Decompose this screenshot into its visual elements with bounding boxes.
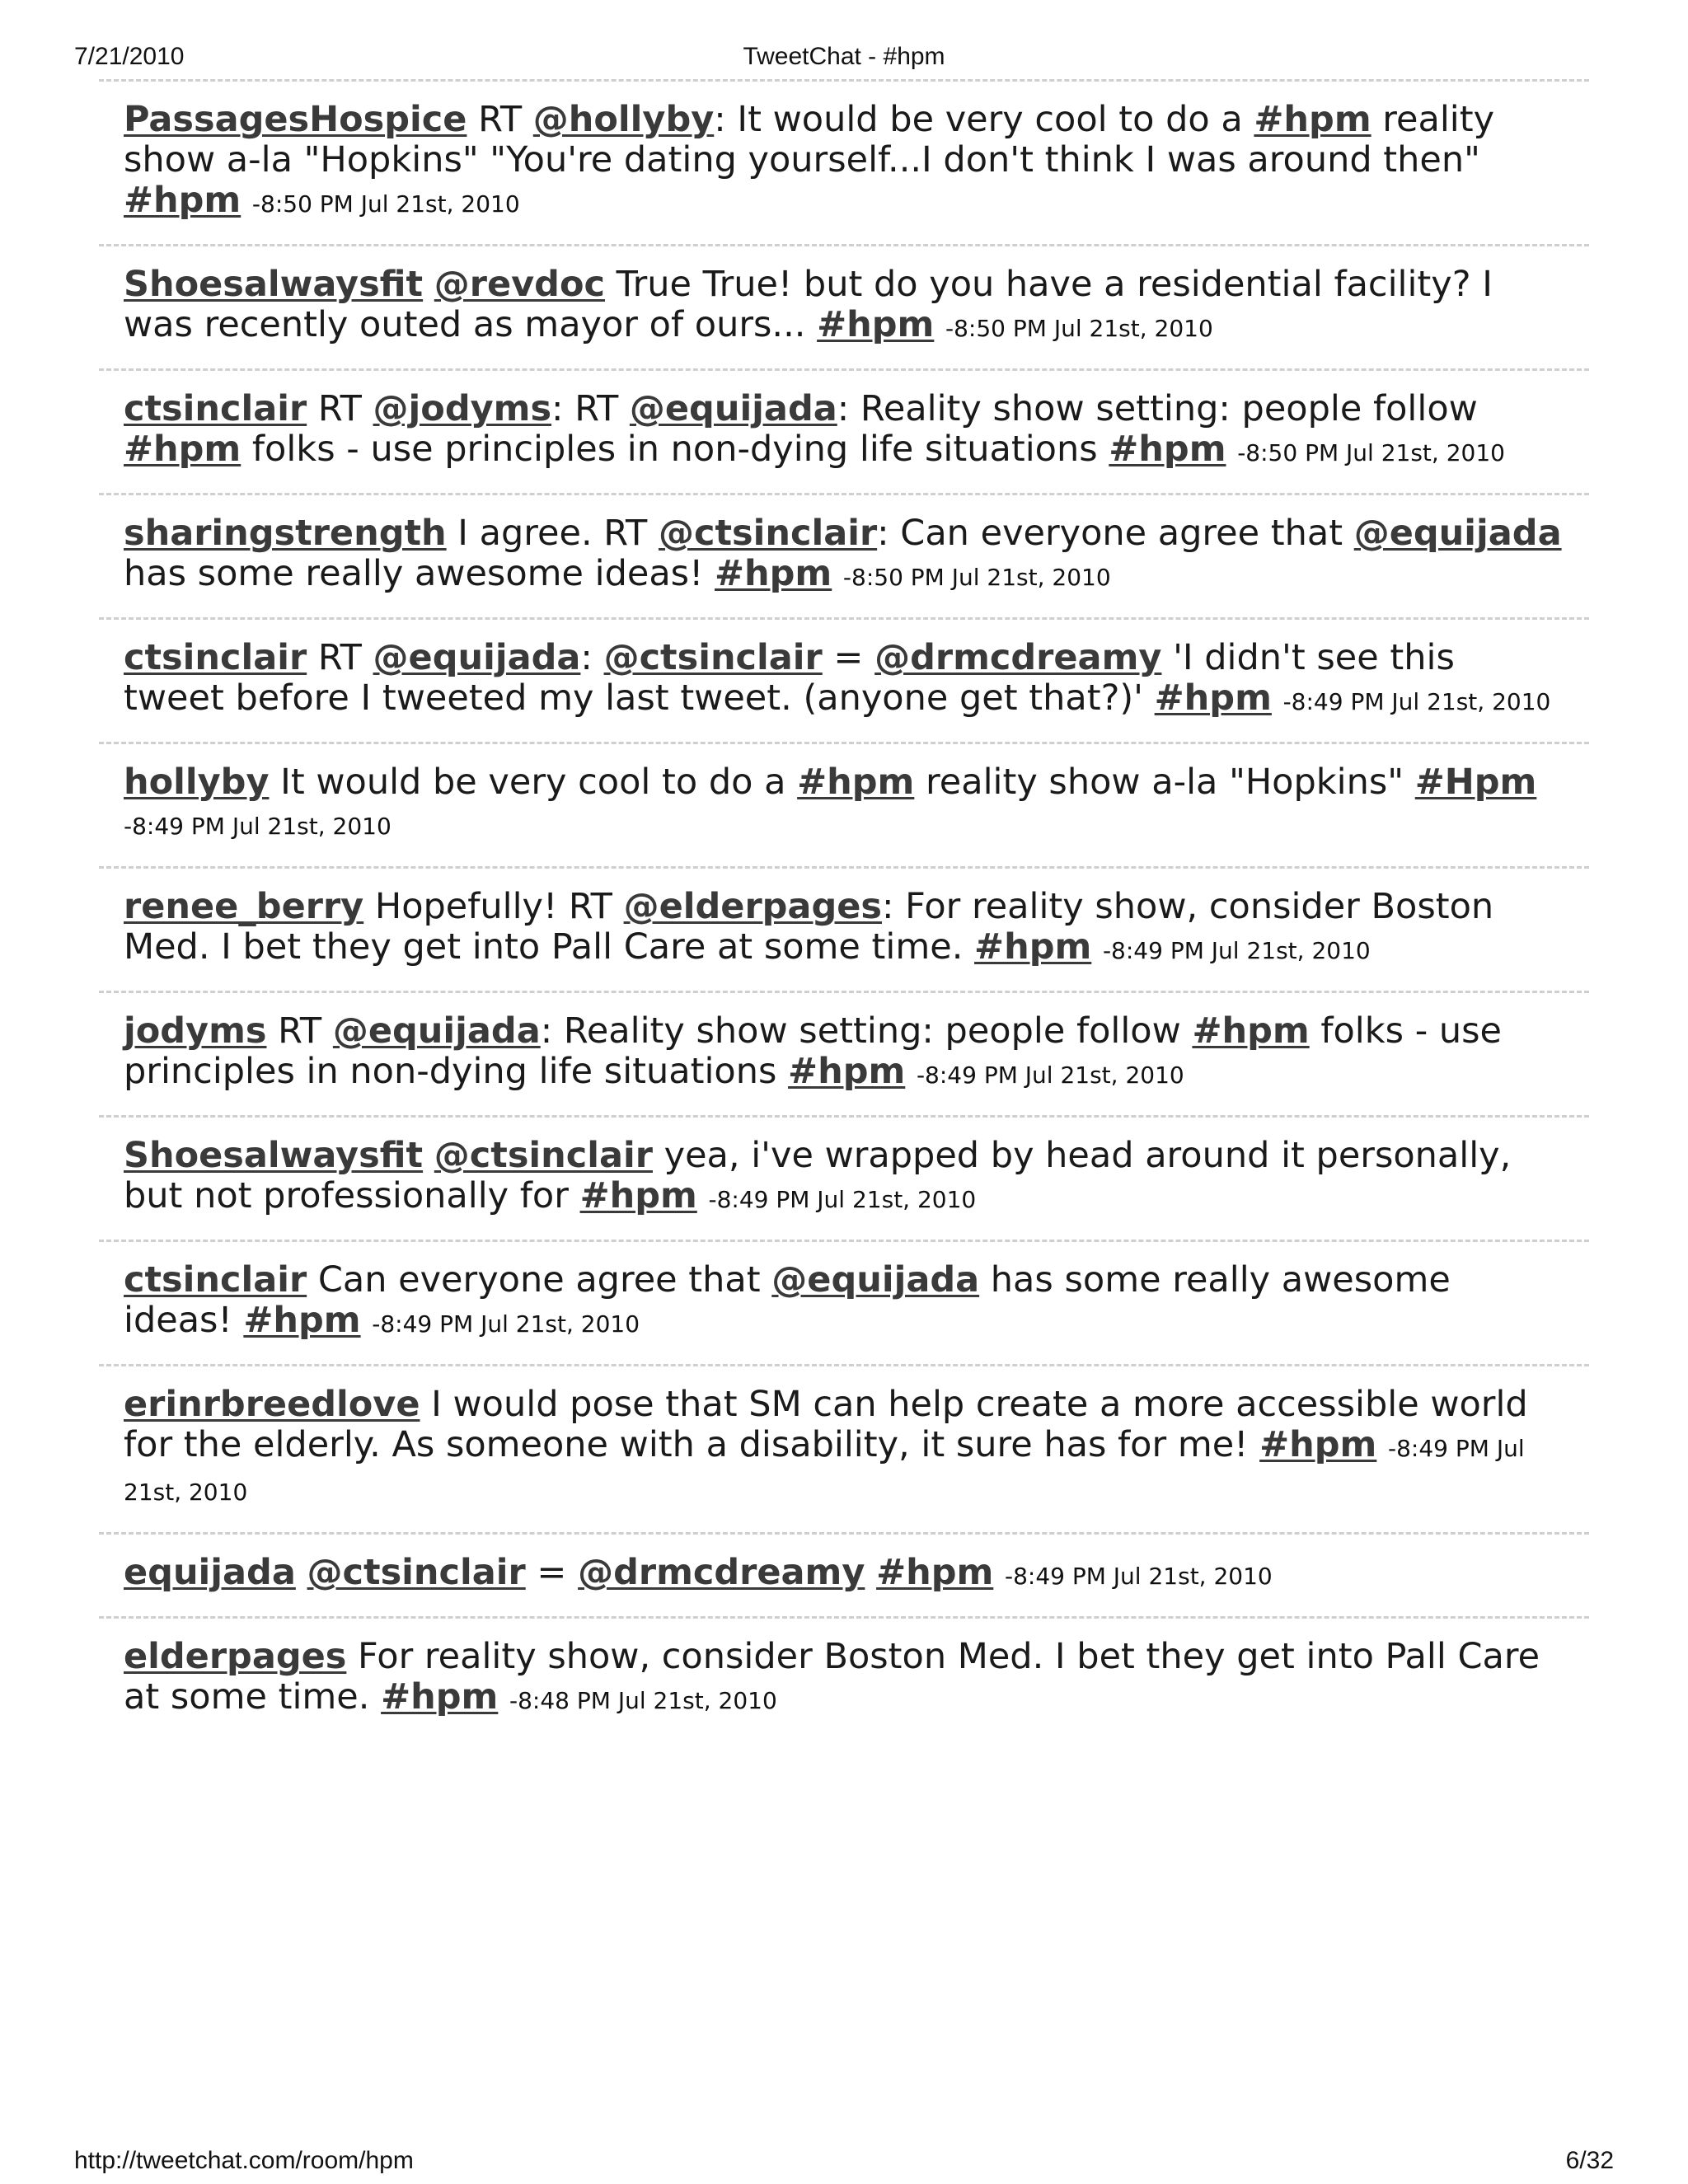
tweet-timestamp: -8:49 PM Jul 21st, 2010: [916, 1062, 1184, 1089]
hashtag-link[interactable]: #hpm: [974, 926, 1092, 968]
tweet-author-link[interactable]: sharingstrength: [124, 513, 447, 554]
mention-link[interactable]: @equijada: [629, 388, 837, 429]
tweet-text: =: [525, 1552, 579, 1593]
hashtag-link[interactable]: #hpm: [817, 304, 935, 345]
tweet-author-link[interactable]: PassagesHospice: [124, 99, 467, 140]
tweet-text: folks - use principles in non-dying life situations: [241, 429, 1109, 470]
tweet-text: [1272, 677, 1283, 719]
mention-link[interactable]: @equijada: [771, 1259, 980, 1301]
mention-link[interactable]: @jodyms: [373, 388, 552, 429]
tweet-text: [423, 264, 434, 305]
tweet-timestamp: -8:50 PM Jul 21st, 2010: [945, 315, 1213, 342]
tweet-text: reality show a-la "Hopkins": [914, 762, 1415, 803]
tweet-author-link[interactable]: ctsinclair: [124, 1259, 307, 1301]
page-url: http://tweetchat.com/room/hpm: [74, 2147, 414, 2174]
hashtag-link[interactable]: #hpm: [1154, 677, 1272, 719]
tweet-text: : RT: [551, 388, 630, 429]
tweet-author-link[interactable]: ctsinclair: [124, 388, 307, 429]
hashtag-link[interactable]: #Hpm: [1414, 762, 1537, 803]
tweet-text: Hopefully! RT: [363, 886, 624, 927]
tweet-item: [99, 991, 1589, 1115]
tweet-text: For reality show, consider Boston Med. I bet they get into Pall Care at some time.: [124, 1636, 1540, 1718]
tweet-author-link[interactable]: erinrbreedlove: [124, 1384, 420, 1425]
tweet-text: :: [580, 637, 604, 678]
tweet-item: [99, 368, 1589, 493]
mention-link[interactable]: @ctsinclair: [658, 513, 878, 554]
hashtag-link[interactable]: #hpm: [1254, 99, 1372, 140]
tweet-text: [1226, 429, 1238, 470]
tweet-text: 'I didn't see this tweet before I tweeted my last tweet. (anyone get that?)': [124, 637, 1455, 719]
tweet-text: [697, 1175, 709, 1216]
tweet-text: [296, 1552, 307, 1593]
tweet-timestamp: -8:49 PM Jul 21st, 2010: [124, 813, 392, 840]
tweet-text: folks - use principles in non-dying life situations: [124, 1010, 1503, 1092]
tweet-text: =: [822, 637, 875, 678]
tweet-text: RT: [467, 99, 533, 140]
tweet-item: [99, 244, 1589, 368]
tweet-timestamp: -8:49 PM Jul 21st, 2010: [708, 1186, 977, 1213]
tweet-text: [1091, 926, 1103, 968]
page-title: TweetChat - #hpm: [743, 43, 945, 70]
tweet-text: [1376, 1424, 1388, 1465]
hashtag-link[interactable]: #hpm: [1109, 429, 1226, 470]
tweet-timestamp: -8:50 PM Jul 21st, 2010: [251, 190, 520, 218]
tweet-text: : Reality show setting: people follow: [837, 388, 1478, 429]
print-date: 7/21/2010: [74, 43, 185, 70]
print-header: [74, 43, 1614, 76]
tweet-item: [99, 1115, 1589, 1240]
tweet-author-link[interactable]: hollyby: [124, 762, 270, 803]
tweet-author-link[interactable]: jodyms: [124, 1010, 267, 1052]
mention-link[interactable]: @elderpages: [623, 886, 882, 927]
tweet-author-link[interactable]: Shoesalwaysfit: [124, 1135, 424, 1176]
tweet-author-link[interactable]: ctsinclair: [124, 637, 307, 678]
tweet-item: [99, 1364, 1589, 1532]
mention-link[interactable]: @hollyby: [532, 99, 715, 140]
tweet-text: [498, 1676, 509, 1718]
tweet-item: [99, 79, 1589, 244]
tweet-text: [361, 1300, 373, 1341]
tweet-text: I would pose that SM can help create a more accessible world for the elderly. As someone with a disability, it sure has for me!: [124, 1384, 1528, 1465]
tweet-text: : For reality show, consider Boston Med. I bet they get into Pall Care at some time.: [124, 886, 1494, 968]
mention-link[interactable]: @equijada: [373, 637, 581, 678]
tweet-text: [865, 1552, 876, 1593]
tweet-text: Can everyone agree that: [307, 1259, 772, 1301]
tweet-text: : Can everyone agree that: [877, 513, 1354, 554]
tweet-timestamp: -8:50 PM Jul 21st, 2010: [842, 564, 1111, 591]
tweet-text: I agree. RT: [446, 513, 659, 554]
tweet-text: True True! but do you have a residential facility? I was recently outed as mayor of ours...: [124, 264, 1493, 345]
tweet-item: [99, 1532, 1589, 1616]
hashtag-link[interactable]: #hpm: [579, 1175, 697, 1216]
tweet-timestamp: -8:49 PM Jul 21st, 2010: [124, 1435, 1525, 1506]
tweet-item: [99, 617, 1589, 742]
tweet-timestamp: -8:49 PM Jul 21st, 2010: [1282, 688, 1551, 715]
hashtag-link[interactable]: #hpm: [788, 1051, 906, 1092]
hashtag-link[interactable]: #hpm: [124, 429, 241, 470]
mention-link[interactable]: @equijada: [1353, 513, 1562, 554]
tweet-text: : It would be very cool to do a: [714, 99, 1254, 140]
tweet-text: It would be very cool to do a: [269, 762, 798, 803]
tweet-text: RT: [307, 388, 373, 429]
mention-link[interactable]: @revdoc: [434, 264, 605, 305]
tweet-text: : Reality show setting: people follow: [540, 1010, 1193, 1052]
tweet-author-link[interactable]: renee_berry: [124, 886, 364, 927]
tweet-text: [905, 1051, 917, 1092]
mention-link[interactable]: @ctsinclair: [603, 637, 823, 678]
tweet-timestamp: -8:49 PM Jul 21st, 2010: [1004, 1563, 1273, 1590]
tweet-text: yea, i've wrapped by head around it personally, but not professionally for: [124, 1135, 1512, 1216]
tweet-timestamp: -8:49 PM Jul 21st, 2010: [372, 1310, 640, 1338]
hashtag-link[interactable]: #hpm: [876, 1552, 994, 1593]
tweet-item: [99, 1240, 1589, 1364]
tweet-text: reality show a-la "Hopkins" "You're dating yourself...I don't think I was around then": [124, 99, 1495, 180]
tweet-item: [99, 742, 1589, 866]
tweet-text: has some really awesome ideas!: [124, 1259, 1451, 1341]
tweet-text: RT: [307, 637, 373, 678]
tweet-item: [99, 493, 1589, 617]
hashtag-link[interactable]: #hpm: [715, 553, 832, 594]
mention-link[interactable]: @ctsinclair: [307, 1552, 526, 1593]
print-footer: [74, 2147, 1614, 2180]
tweet-author-link[interactable]: Shoesalwaysfit: [124, 264, 424, 305]
tweet-text: [423, 1135, 434, 1176]
tweet-timestamp: -8:49 PM Jul 21st, 2010: [1102, 937, 1371, 964]
hashtag-link[interactable]: #hpm: [124, 180, 241, 221]
hashtag-link[interactable]: #hpm: [243, 1300, 361, 1341]
mention-link[interactable]: @drmcdreamy: [874, 637, 1162, 678]
mention-link[interactable]: @equijada: [332, 1010, 541, 1052]
tweet-text: has some really awesome ideas!: [124, 553, 715, 594]
tweet-feed: [99, 79, 1589, 1741]
tweet-author-link[interactable]: elderpages: [124, 1636, 347, 1677]
hashtag-link[interactable]: #hpm: [797, 762, 915, 803]
tweet-text: [993, 1552, 1005, 1593]
tweet-text: [832, 553, 843, 594]
tweet-author-link[interactable]: equijada: [124, 1552, 296, 1593]
tweet-item: [99, 866, 1589, 991]
tweet-timestamp: -8:50 PM Jul 21st, 2010: [1237, 439, 1505, 466]
mention-link[interactable]: @ctsinclair: [434, 1135, 653, 1176]
page-number: 6/32: [1565, 2147, 1614, 2174]
mention-link[interactable]: @drmcdreamy: [578, 1552, 865, 1593]
tweet-text: [934, 304, 945, 345]
tweet-text: [241, 180, 252, 221]
hashtag-link[interactable]: #hpm: [1192, 1010, 1310, 1052]
tweet-text: RT: [266, 1010, 333, 1052]
hashtag-link[interactable]: #hpm: [1259, 1424, 1377, 1465]
hashtag-link[interactable]: #hpm: [381, 1676, 499, 1718]
tweet-timestamp: -8:48 PM Jul 21st, 2010: [509, 1687, 777, 1714]
tweet-item: [99, 1616, 1589, 1741]
